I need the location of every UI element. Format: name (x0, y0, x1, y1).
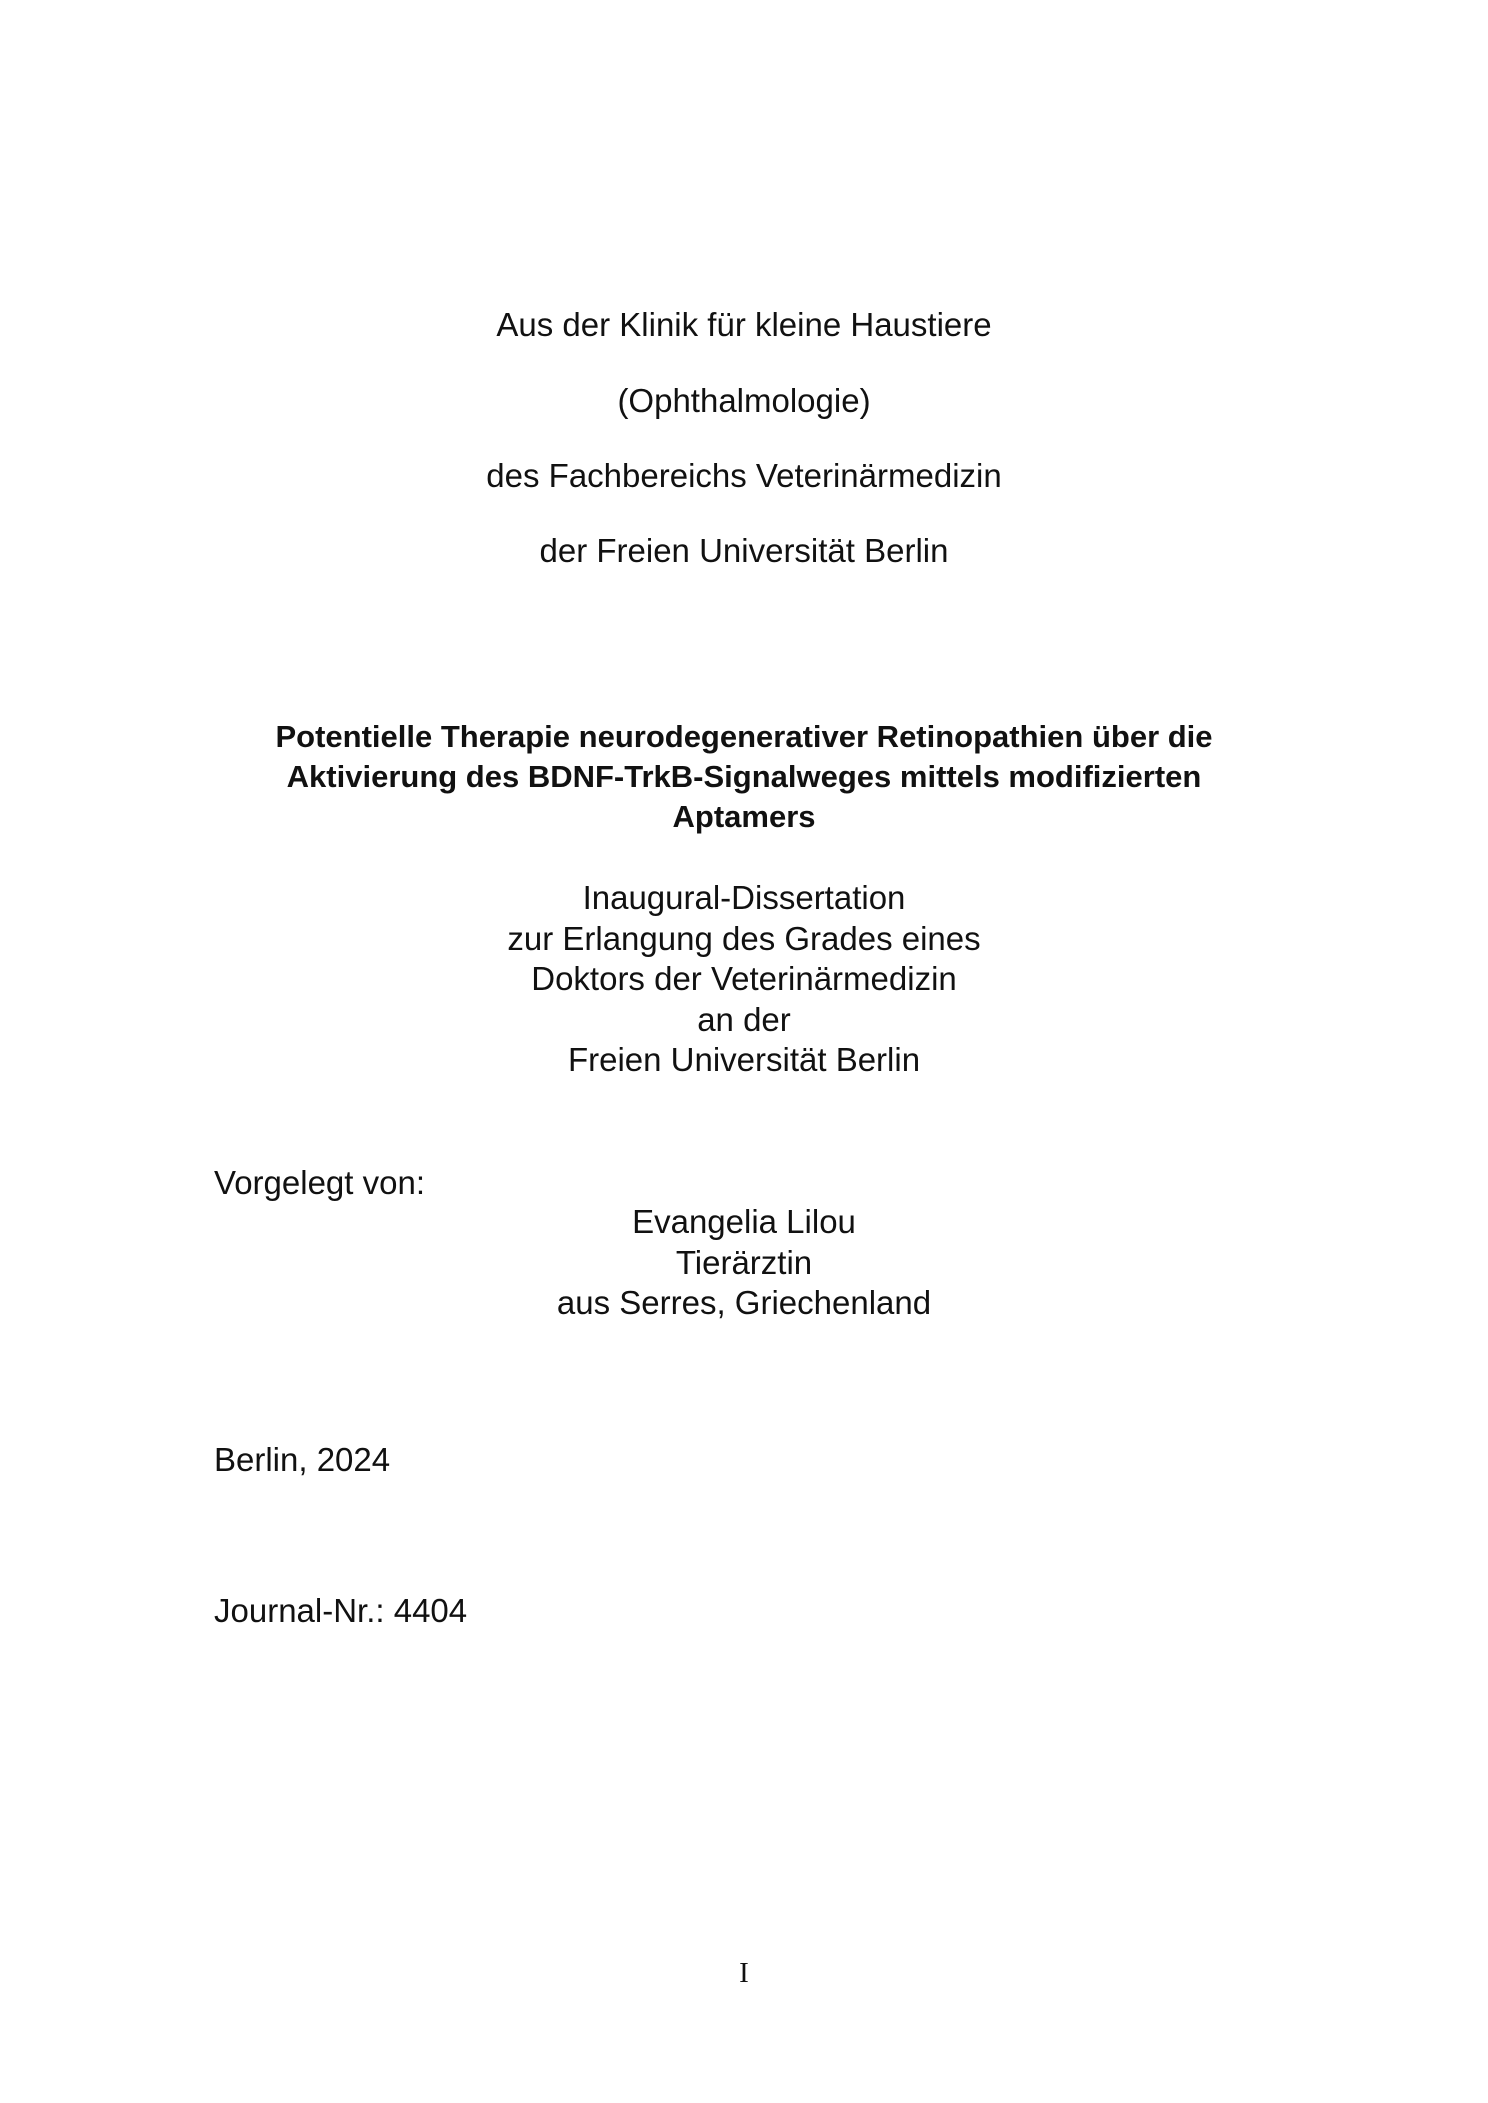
author-name: Evangelia Lilou (632, 1203, 856, 1240)
statement-line: zur Erlangung des Grades eines (507, 919, 981, 957)
title-line: Aktivierung des BDNF-TrkB-Signalweges mittels modifizierten (286, 759, 1202, 794)
place-date: Berlin, 2024 (214, 1441, 391, 1478)
statement-line: Inaugural-Dissertation (582, 879, 906, 916)
title-line: Aptamers (672, 799, 816, 834)
author-block (0, 1202, 1488, 1324)
statement-line: an der (697, 1000, 791, 1038)
submitted-by-label: Vorgelegt von: (214, 1164, 425, 1201)
dissertation-statement (0, 878, 1488, 1081)
author-origin: aus Serres, Griechenland (556, 1284, 932, 1321)
statement-line: Doktors der Veterinärmedizin (531, 960, 957, 997)
institution-university: der Freien Universität Berlin (539, 532, 949, 569)
journal-number: Journal-Nr.: 4404 (214, 1592, 468, 1629)
institution-faculty: des Fachbereichs Veterinärmedizin (486, 457, 1002, 494)
page-number: I (739, 1957, 749, 1989)
title-line: Potentielle Therapie neurodegenerativer Retinopathien über die (275, 719, 1213, 754)
statement-line: Freien Universität Berlin (567, 1041, 921, 1078)
dissertation-title (190, 717, 1298, 837)
institution-department: (Ophthalmologie) (617, 382, 871, 419)
author-profession: Tierärztin (675, 1243, 813, 1281)
institution-clinic: Aus der Klinik für kleine Haustiere (496, 306, 992, 343)
